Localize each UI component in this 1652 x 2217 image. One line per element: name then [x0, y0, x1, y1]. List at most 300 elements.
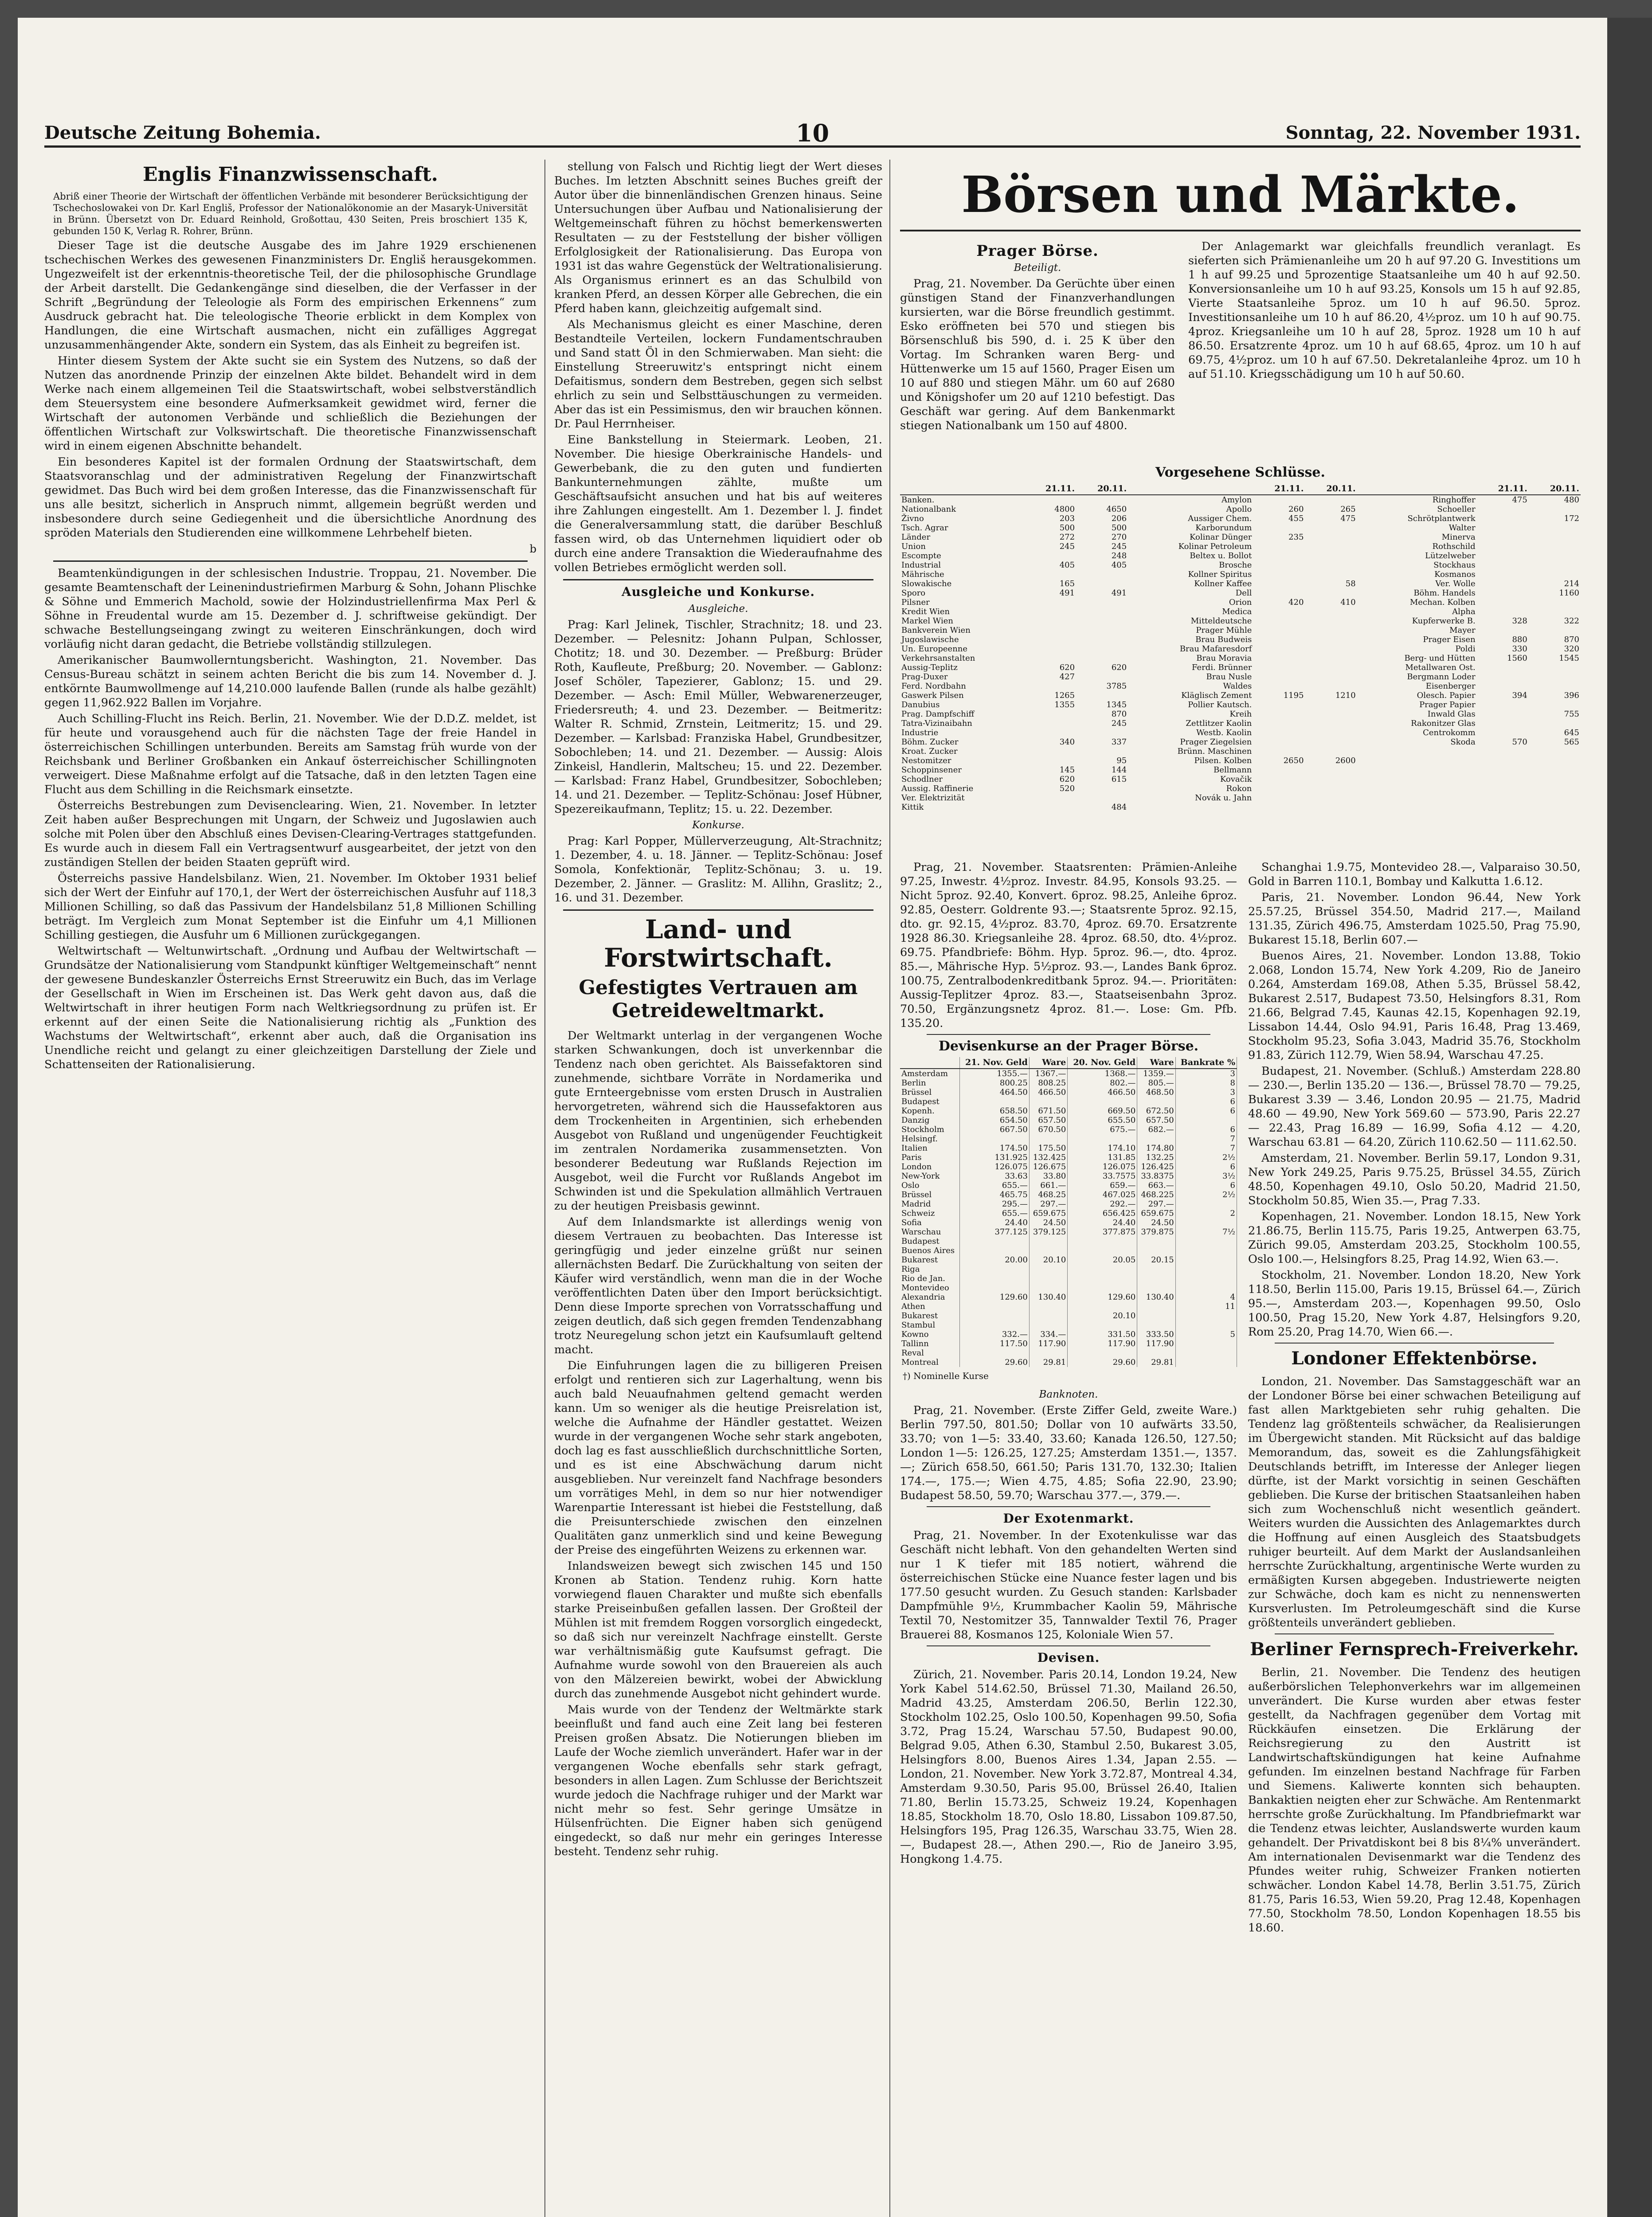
listing-text: Prag: Karl Popper, Müllerverzeugung, Alt-Strachnitz; 1. Dezember, 4. u. 18. Jänner. — Teplitz-Schönau: Josef Somola, Konfektionär, Teplitz-Schönau; 3. u. 19. Dezember, 2. Jänner. — Graslitz: M. Allihn, Graslitz; 2., 16. und 31. Dezember. — [554, 834, 882, 905]
table-cell — [1029, 1283, 1067, 1293]
table-cell: Prager Eisen — [1423, 635, 1476, 644]
column-header — [900, 1057, 959, 1069]
article-paragraph: Ein besonderes Kapitel ist der formalen Ordnung der Staatswirtschaft, dem Staatsvoranschlag und der administrativen Regelung der Finanzwirtschaft gewidmet. Das Buch wird bei dem großen Interesse, das die Finanzwissenschaft für uns alle besitzt, sicherlich in Anspruch nimmt, allgemein begrüßt werden und insbesondere durch seine Gediegenheit und die übersichtliche Anordnung des spröden Materials den Studierenden eine willkommene Lehrbehelf bieten. — [44, 455, 536, 540]
table-cell: Schodlner — [901, 775, 943, 784]
table-cell — [1024, 570, 1076, 579]
table-cell — [959, 1311, 1029, 1320]
table-cell — [1305, 654, 1357, 663]
news-item: Eine Bankstellung in Steiermark. Leoben, 21. November. Die hiesige Oberkrainische Handels- und Gewerbebank, die zu den guten und fundierten Bankunternehmungen zählte, mußte um Geschäftsaufsicht ansuchen und hat bis auf weiteres ihre Zahlungen eingestellt. Am 1. Dezember l. J. findet die Generalversammlung statt, die darüber Beschluß fassen wird, ob das Unternehmen liquidiert oder ob durch eine andere Transaktion die Wiederaufnahme des vollen Betriebes ermöglicht werden soll. — [554, 433, 882, 574]
table-cell: 20.05 — [1068, 1255, 1137, 1265]
table-cell: 491 — [1059, 588, 1075, 598]
table-cell: 480 — [1564, 495, 1579, 505]
table-cell: 6 — [1175, 1125, 1237, 1134]
table-cell: Industrie — [901, 728, 939, 737]
table-row — [900, 1265, 1237, 1274]
table-cell — [1076, 626, 1128, 635]
table-cell: Berlin — [900, 1078, 959, 1088]
table-cell: 2650 — [1283, 756, 1304, 765]
table-cell: Brüssel — [900, 1190, 959, 1199]
table-cell: Schrötplantwerk — [1407, 514, 1476, 523]
table-cell: 129.60 — [1068, 1293, 1137, 1302]
table-cell — [1253, 551, 1305, 560]
table-cell — [1253, 737, 1305, 747]
table-cell: Prager Ziegelsien — [1180, 737, 1252, 747]
table-cell — [1305, 523, 1357, 533]
table-cell: Kopenh. — [900, 1106, 959, 1116]
table-row — [900, 1227, 1237, 1237]
table-cell: 468.50 — [1137, 1088, 1175, 1097]
divider — [563, 579, 873, 580]
table-cell: Mechan. Kolben — [1409, 598, 1476, 607]
table-row — [900, 654, 1581, 663]
table-cell — [1024, 747, 1076, 756]
table-cell — [1477, 598, 1529, 607]
table-cell — [1305, 533, 1357, 542]
table-cell — [1357, 803, 1477, 812]
table-cell — [1477, 728, 1529, 737]
page-number: 10 — [795, 119, 830, 147]
table-cell — [1024, 728, 1076, 737]
table-cell: 620 — [1059, 663, 1075, 672]
table-cell — [1305, 700, 1357, 709]
table-cell: 405 — [1111, 560, 1127, 570]
subsection-heading: Ausgleiche. — [688, 603, 748, 615]
table-cell: 292.— — [1068, 1199, 1137, 1209]
table-cell: 4650 — [1106, 505, 1127, 514]
table-cell — [1024, 709, 1076, 719]
table-cell: Bukarest — [900, 1311, 959, 1320]
table-cell: 682.— — [1137, 1125, 1175, 1134]
table-cell: 1359.— — [1137, 1069, 1175, 1078]
table-cell — [1137, 1302, 1175, 1311]
table-cell — [1137, 1348, 1175, 1358]
table-cell: 800.25 — [959, 1078, 1029, 1088]
article-title: Gefestigtes Vertrauen am Getreideweltmarkt. — [579, 976, 858, 1022]
table-cell: 500 — [1111, 523, 1127, 533]
table-row — [900, 542, 1581, 551]
table-cell: 667.50 — [959, 1125, 1029, 1134]
article-paragraph: Auf dem Inlandsmarkte ist allerdings wenig von diesem Vertrauen zu beobachten. Das Interesse ist geringfügig und jeder einzelne grüßt nur seinen allernächsten Bedarf. Die Zurückhaltung von seiten der Käufer wird verständlich, wenn man die in der Woche veröffentlichten Daten über den Import berücksichtigt. Denn diese Importe sprechen von Vorratsschaffung und zeigen deutlich, daß sich gegen fremden Tendenzabhang trotz Neuregelung schon jetzt ein Kaufsumlauft geltend macht. — [554, 1215, 882, 1356]
table-cell: Dell — [1235, 588, 1252, 598]
table-cell — [1529, 803, 1581, 812]
table-cell: 645 — [1564, 728, 1579, 737]
article-paragraph: Der Weltmarkt unterlag in der vergangenen Woche starken Schwankungen, doch ist unverkennbar die Tendenz nach oben gerichtet. Als Baissefaktoren sind zunehmende, sichtbare Vorräte in Nordamerika und gute Ernteergebnisse vom ersten Drusch in Australien hervorgetreten, während sich die Haussefaktoren aus dem Trockenheiten in Argentinien, sich erhebenden Ausgebot von Rußland und ungenügender Feuchtigkeit im zentralen Nordamerika zusammensetzten. Von besonderer Bedeutung war Rußlands Rejection im Ausgebot, weil die Furcht vor Rußlands Angebot im Schwinden ist und die Spekulation allmählich Vertrauen zu der heutigen Preisbasis gewinnt. — [554, 1029, 882, 1213]
table-cell: Eisenberger — [1425, 682, 1476, 691]
table-cell: Oslo — [900, 1181, 959, 1190]
table-cell — [1529, 533, 1581, 542]
table-row — [900, 588, 1581, 598]
table-cell — [1305, 560, 1357, 570]
table-cell: 20.10 — [1029, 1255, 1067, 1265]
table-cell — [1529, 560, 1581, 570]
table-row — [900, 803, 1581, 812]
table-row — [900, 1190, 1237, 1199]
column-header: 21.11. — [1024, 483, 1076, 495]
table-cell: Mitteldeutsche — [1190, 616, 1252, 626]
market-report: Stockholm, 21. November. London 18.20, New York 118.50, Berlin 115.00, Paris 19.15, Brüssel 64.—, Zürich 95.—, Amsterdam 203.—, Kopenhagen 99.50, Oslo 100.50, Prag 15.20, New York 4.87, Helsingfors 9.20, Rom 25.20, Prag 14.70, Wien 66.—. — [1248, 1269, 1581, 1339]
column-header — [1357, 483, 1477, 495]
table-cell — [1024, 598, 1076, 607]
table-cell: Tsch. Agrar — [901, 523, 948, 533]
table-cell — [1024, 635, 1076, 644]
table-cell: 272 — [1059, 533, 1075, 542]
section-heading: Prager Börse. — [976, 242, 1099, 260]
table-cell: Mayer — [1449, 626, 1476, 635]
table-cell — [1024, 756, 1076, 765]
table-cell: 332.— — [959, 1330, 1029, 1339]
table-cell — [1076, 616, 1128, 626]
table-cell — [1068, 1097, 1137, 1106]
table-cell: 467.025 — [1068, 1190, 1137, 1199]
table-cell: 131.85 — [1068, 1153, 1137, 1162]
article-paragraph: Hinter diesem System der Akte sucht sie ein System des Nutzens, so daß der Nutzen das anordnende Prinzip der einzelnen Akte bildet. Behandelt wird in dem Werke nach einem allgemeinen Teil die Staatswirtschaft, wobei selbstverständlich dem Steuersystem eine besondere Aufmerksamkeit gewidmet wird, ferner die Wirtschaft der autonomen Verbände und schließlich die Beziehungen der öffentlichen Wirtschaft zur Volkswirtschaft. Die theoretische Finanzwissenschaft wird in einem eigenen Abschnitte behandelt. — [44, 354, 536, 453]
table-cell — [1357, 756, 1477, 765]
table-cell: 245 — [1111, 719, 1127, 728]
table-cell: 24.50 — [1137, 1218, 1175, 1227]
table-cell: 669.50 — [1068, 1106, 1137, 1116]
table-cell — [959, 1348, 1029, 1358]
table-cell: 2 — [1175, 1209, 1237, 1218]
table-cell — [1357, 765, 1477, 775]
column-3c — [900, 860, 1237, 2217]
table-cell: 377.875 — [1068, 1227, 1137, 1237]
table-cell — [1477, 700, 1529, 709]
table-cell: 1368.— — [1068, 1069, 1137, 1078]
listing-text: Prag: Karl Jelinek, Tischler, Strachnitz; 18. und 23. Dezember. — Pelesnitz: Johann Pulpan, Schlosser, Chotitz; 18. und 30. Dezember. — Preßburg: Brüder Roth, Kaufleute, Preßburg; 20. November. — Gablonz: Josef Schöler, Tapezierer, Gablonz; 15. und 29. Dezember. — Asch: Emil Müller, Webwarenerzeuger, Friedersreuth; 4. und 23. Dezember. — Beitmeritz: Walter R. Schmid, Zrnstein, Leitmeritz; 15. und 29. Dezember. — Karlsbad: Franziska Habel, Grundbesitzer, Sobochleben; 14. und 21. Dezember. — Aussig: Alois Zinkeisl, Handlerin, Maltscheu; 15. und 22. Dezember. — Karlsbad: Franz Habel, Grundbesitzer, Sobochleben; 14. und 21. Dezember. — Teplitz-Schönau: Josef Hübner, Spezereikaufmann, Teplitz; 15. u. 22. Dezember. — [554, 618, 882, 816]
table-cell: Medica — [1222, 607, 1252, 616]
column-2 — [554, 160, 882, 2217]
table-cell: 657.50 — [1029, 1116, 1067, 1125]
table-cell — [1305, 765, 1357, 775]
table-cell: Brosche — [1219, 560, 1252, 570]
table-cell — [1305, 719, 1357, 728]
table-row — [900, 1237, 1237, 1246]
table-cell: Kupferwerke B. — [1412, 616, 1476, 626]
table-cell — [1305, 775, 1357, 784]
table-cell: 500 — [1059, 523, 1075, 533]
table-row — [900, 737, 1581, 747]
table-cell: Länder — [901, 533, 931, 542]
table-row — [900, 1069, 1237, 1078]
table-cell — [1068, 1237, 1137, 1246]
table-cell: Waldes — [1223, 682, 1252, 691]
table-cell: Riga — [900, 1265, 959, 1274]
table-cell: Kovačik — [1220, 775, 1252, 784]
column-header: 21. Nov. Geld — [959, 1057, 1029, 1069]
table-cell — [1305, 588, 1357, 598]
table-cell: 126.075 — [959, 1162, 1029, 1171]
table-cell — [1024, 719, 1076, 728]
table-cell — [959, 1302, 1029, 1311]
table-cell: 29.60 — [1068, 1358, 1137, 1367]
table-cell: Prager Papier — [1419, 700, 1476, 709]
table-row — [900, 756, 1581, 765]
table-row — [900, 775, 1581, 784]
table-cell: 174.10 — [1068, 1144, 1137, 1153]
table-cell: Apollo — [1226, 505, 1252, 514]
table-row — [900, 747, 1581, 756]
table-cell — [1253, 747, 1305, 756]
table-cell: 265 — [1340, 505, 1356, 514]
table-cell — [1024, 626, 1076, 635]
table-row — [900, 1097, 1237, 1106]
table-cell: 805.— — [1137, 1078, 1175, 1088]
table-cell — [1357, 775, 1477, 784]
table-cell: 7½ — [1175, 1227, 1237, 1237]
table-cell — [1529, 756, 1581, 765]
table-cell — [1029, 1348, 1067, 1358]
table-cell: 5 — [1175, 1330, 1237, 1339]
table-cell — [1076, 691, 1128, 700]
section-heading: Londoner Effektenbörse. — [1291, 1348, 1538, 1369]
table-cell — [1305, 682, 1357, 691]
table-row — [900, 598, 1581, 607]
table-cell: 144 — [1111, 765, 1127, 775]
table-cell: Prager Mühle — [1196, 626, 1252, 635]
divider — [1275, 1343, 1554, 1344]
table-cell: 1265 — [1054, 691, 1075, 700]
table-cell: 659.675 — [1137, 1209, 1175, 1218]
table-row — [900, 560, 1581, 570]
table-cell — [1175, 1348, 1237, 1358]
table-cell — [1477, 784, 1529, 793]
table-cell — [1477, 560, 1529, 570]
scan-background — [1607, 18, 1652, 2217]
table-cell: Alexandria — [900, 1293, 959, 1302]
table-cell: Madrid — [900, 1199, 959, 1209]
section-heading: Der Exotenmarkt. — [1003, 1511, 1134, 1526]
table-cell: Kreih — [1229, 709, 1252, 719]
table-cell: 671.50 — [1029, 1106, 1067, 1116]
table-cell — [1253, 542, 1305, 551]
table-row — [900, 1125, 1237, 1134]
table-cell: 320 — [1564, 644, 1579, 654]
table-cell — [1253, 635, 1305, 644]
table-cell: 468.25 — [1029, 1190, 1067, 1199]
table-cell: 410 — [1340, 598, 1356, 607]
table-row — [900, 616, 1581, 626]
table-cell — [1137, 1283, 1175, 1293]
table-cell — [1029, 1311, 1067, 1320]
table-cell: 755 — [1564, 709, 1579, 719]
table-cell: 491 — [1111, 588, 1127, 598]
table-cell — [1529, 663, 1581, 672]
table-cell: 7 — [1175, 1144, 1237, 1153]
market-report: London, 21. November. Das Samstaggeschäft war an der Londoner Börse bei einer schwachen Beteiligung auf fast allen Marktgebieten sehr ruhig gehalten. Die Tendenz lag größtenteils schwächer, da Realisierungen im Übergewicht standen. Mit Rücksicht auf das baldige Memorandum, das, soweit es die Zahlungsfähigkeit Deutschlands betrifft, im Interesse der Anleger liegen dürfte, ist der Markt vorsichtig in seinen Geschäften geblieben. Die Kurse der britischen Staatsanleihen haben sich zum Wochenschluß nicht wesentlich geändert. Weiters wurden die Aussichten des Anlagemarktes durch die Hoffnung auf einen Ausgleich des Staatsbudgets ruhiger beurteilt. Auf dem Markt der Auslandsanleihen herrschte Zurückhaltung, argentinische Werte wurden zu ermäßigten Kursen abgegeben. Industriewerte neigten zur Schwäche, doch kam es nicht zu nennenswerten Kursverlusten. Im Petroleumgeschäft sind die Kurse größtenteils unverändert geblieben. — [1248, 1375, 1581, 1629]
column-header: 21.11. — [1477, 483, 1529, 495]
table-cell: 2600 — [1335, 756, 1356, 765]
table-cell — [1175, 1274, 1237, 1283]
table-cell: 117.90 — [1029, 1339, 1067, 1348]
news-item: Österreichs Bestrebungen zum Devisenclearing. Wien, 21. November. In letzter Zeit haben außer Besprechungen mit Ungarn, der Schweiz und Jugoslawien auch solche mit Polen über den Abschluß eines Devisen-Clearing-Vertrages stattgefunden. Es wurde auch in diesem Fall ein Vertragsentwurf ausgearbeitet, der jetzt von den zuständigen Stellen der beiden Staaten geprüft wird. — [44, 799, 536, 869]
divider — [927, 1506, 1210, 1507]
table-cell: 175.50 — [1029, 1144, 1067, 1153]
table-cell: 484 — [1111, 803, 1127, 812]
table-row — [900, 514, 1581, 523]
table-cell: 655.50 — [1068, 1116, 1137, 1125]
table-cell: Stockhaus — [1433, 560, 1476, 570]
market-report: Prag, 21. November. In der Exotenkulisse war das Geschäft nicht lebhaft. Von den gehandelten Werten sind nur 1 K tiefer mit 185 notiert, während die österreichischen Stücke eine Nuance fester lagen und bis 177.50 gesucht wurden. Zu Gesuch standen: Karlsbader Dampfmühle 9½, Krummbacher Kaolin 59, Mährische Textil 70, Nestomitzer 35, Tannwalder Textil 76, Prager Brauerei 88, Kosmanos 125, Koloniale Wien 57. — [900, 1529, 1237, 1641]
table-row — [900, 672, 1581, 682]
table-cell: Schoeller — [1437, 505, 1476, 514]
table-cell: 3 — [1175, 1088, 1237, 1097]
table-cell: 2½ — [1175, 1190, 1237, 1199]
table-cell — [959, 1274, 1029, 1283]
table-cell: 7 — [1175, 1134, 1237, 1144]
table-cell: 1345 — [1106, 700, 1127, 709]
table-row — [900, 635, 1581, 644]
table-cell — [1305, 663, 1357, 672]
table-cell — [1253, 803, 1305, 812]
table-cell: 322 — [1564, 616, 1579, 626]
table-cell — [1529, 793, 1581, 803]
table-cell: Walter — [1448, 523, 1476, 533]
table-cell — [1529, 775, 1581, 784]
table-cell — [1253, 719, 1305, 728]
table-title: Vorgesehene Schlüsse. — [1155, 465, 1325, 480]
table-cell — [1024, 607, 1076, 616]
table-row — [900, 1144, 1237, 1153]
table-row — [900, 700, 1581, 709]
table-cell: Reval — [900, 1348, 959, 1358]
table-cell: 870 — [1564, 635, 1579, 644]
table-cell — [1024, 495, 1076, 505]
table-cell — [1253, 626, 1305, 635]
table-row — [900, 719, 1581, 728]
table-cell: 6 — [1175, 1106, 1237, 1116]
table-cell: 126.425 — [1137, 1162, 1175, 1171]
table-cell: Kowno — [900, 1330, 959, 1339]
table-cell: Union — [901, 542, 926, 551]
table-cell: 6 — [1175, 1162, 1237, 1171]
table-cell: 132.25 — [1137, 1153, 1175, 1162]
table-cell — [1175, 1311, 1237, 1320]
table-row — [900, 523, 1581, 533]
table-cell: 379.125 — [1029, 1227, 1067, 1237]
table-cell: 570 — [1512, 737, 1527, 747]
column-header: 20. Nov. Geld — [1068, 1057, 1137, 1069]
article-paragraph: Die Einfuhrungen lagen die zu billigeren Preisen erfolgt und rentieren sich zur Lagerhaltung, wenn bis auch bald Neuaufnahmen geltend gemacht werden kann. Um so weniger als die heutige Preisrelation ist, welche die Aufnahme der Händler gestattet. Weizen wurde in der vergangenen Woche sehr stark angeboten, doch lag es fast ausschließlich durchschnittliche Sorten, und es ist eine Abschwächung darum nicht ausgeblieben. Nur vereinzelt fand Nachfrage besonders um vorrätiges Mehl, in dem so nur hier notwendiger Warenpartie Interessant ist hiebei die Feststellung, daß die Preisunterschiede zwischen den einzelnen Qualitäten ganz unmerklich sind und keine Bewegung der Preise des eingeführten Weizens zu erkennen war. — [554, 1359, 882, 1557]
table-cell — [1253, 765, 1305, 775]
table-cell: 420 — [1288, 598, 1304, 607]
table-cell: Karborundum — [1195, 523, 1252, 533]
table-cell: 466.50 — [1068, 1088, 1137, 1097]
table-cell: Brau Moravia — [1196, 654, 1252, 663]
table-cell: 377.125 — [959, 1227, 1029, 1237]
table-cell: Živno — [901, 514, 924, 523]
table-row — [900, 1358, 1237, 1367]
table-cell — [1076, 579, 1128, 588]
table-row — [900, 505, 1581, 514]
table-cell: 565 — [1564, 737, 1579, 747]
table-cell: Brau Mafaresdorf — [1179, 644, 1252, 654]
table-cell: 165 — [1059, 579, 1075, 588]
table-row — [900, 765, 1581, 775]
table-cell: 20.10 — [1068, 1311, 1137, 1320]
table-cell: 620 — [1059, 775, 1075, 784]
column-header — [900, 483, 1024, 495]
market-report: Buenos Aires, 21. November. London 13.88, Tokio 2.068, London 15.74, New York 4.209, Rio de Janeiro 0.264, Amsterdam 169.08, Athen 5.35, Brüssel 58.42, Bukarest 2.517, Budapest 73.50, Helsingfors 8.31, Rom 21.66, Belgrad 7.45, Kaunas 42.15, Kopenhagen 92.19, Lissabon 14.44, Oslo 94.91, Paris 16.48, Prag 13.469, Stockholm 95.23, Sofia 3.043, Madrid 35.76, Stockholm 91.83, Zürich 112.79, Wien 58.94, Warschau 47.25. — [1248, 949, 1581, 1062]
table-cell: 654.50 — [959, 1116, 1029, 1125]
table-cell: 29.60 — [959, 1358, 1029, 1367]
table-cell — [1253, 607, 1305, 616]
table-row — [900, 1171, 1237, 1181]
table-row — [900, 570, 1581, 579]
table-cell: 1210 — [1335, 691, 1356, 700]
column-3a — [900, 239, 1175, 435]
table-cell — [1029, 1265, 1067, 1274]
closing-prices-panel — [900, 461, 1581, 851]
table-cell — [1305, 626, 1357, 635]
table-cell: 1195 — [1283, 691, 1304, 700]
table-cell: 1367.— — [1029, 1069, 1067, 1078]
table-cell — [1175, 1199, 1237, 1209]
table-cell: Rothschild — [1432, 542, 1476, 551]
table-cell: Danubius — [901, 700, 940, 709]
table-cell: 672.50 — [1137, 1106, 1175, 1116]
table-cell: 174.50 — [959, 1144, 1029, 1153]
table-cell: Mährische — [901, 570, 944, 579]
table-row — [900, 1162, 1237, 1171]
table-cell: 405 — [1059, 560, 1075, 570]
table-row — [900, 1274, 1237, 1283]
table-footnote: †) Nominelle Kurse — [903, 1371, 989, 1381]
table-cell: 126.075 — [1068, 1162, 1137, 1171]
table-cell — [1024, 616, 1076, 626]
table-cell — [959, 1265, 1029, 1274]
table-cell: 29.81 — [1029, 1358, 1067, 1367]
table-cell — [1477, 682, 1529, 691]
table-cell — [1529, 700, 1581, 709]
table-cell — [1477, 551, 1529, 560]
subsection-heading: Konkurse. — [692, 819, 744, 831]
table-cell: Rokon — [1226, 784, 1252, 793]
table-cell: 1355.— — [959, 1069, 1029, 1078]
table-cell — [1253, 644, 1305, 654]
table-cell — [1253, 775, 1305, 784]
table-cell: 24.40 — [959, 1218, 1029, 1227]
table-cell: Poldi — [1455, 644, 1476, 654]
table-cell: 117.90 — [1137, 1339, 1175, 1348]
table-cell: 24.40 — [1068, 1218, 1137, 1227]
table-cell: Sporo — [901, 588, 926, 598]
table-cell: Nationalbank — [901, 505, 956, 514]
table-cell: 396 — [1564, 691, 1579, 700]
table-cell: 670.50 — [1029, 1125, 1067, 1134]
column-header: Ware — [1137, 1057, 1175, 1069]
market-report: Berlin, 21. November. Die Tendenz des heutigen außerbörslichen Telephonverkehrs war im allgemeinen unverändert. Die Kurse wurden aber etwas fester gestellt, da Nachfragen gegenüber dem Vortag mit Rückkäufen einsetzen. Die Erklärung der Reichsregierung zu den Austritt ist Landwirtschaftskündigungen hat keine Aufnahme gefunden. Im einzelnen bestand Nachfrage für Farben und Siemens. Kaliwerte konnten sich behaupten. Bankaktien neigten eher zur Schwäche. Am Rentenmarkt herrschte große Zurückhaltung. Im Pfandbriefmarkt war die Tendenz etwas leichter, Auslandswerte wurden kaum gehandelt. Der Privatdiskont bei 8 bis 8¼% unverändert. Am internationalen Devisenmarkt war die Tendenz des Pfundes weiter ruhig, Schweizer Franken notierten schwächer. London Kabel 14.78, Berlin 3.51.75, Zürich 81.75, Paris 16.53, Wien 59.20, Prag 12.48, Kopenhagen 77.50, Stockholm 78.50, London Kopenhagen 18.55 bis 18.60. — [1248, 1666, 1581, 1935]
table-cell: Kredit Wien — [901, 607, 950, 616]
table-cell: Sofia — [900, 1218, 959, 1227]
table-cell: 4 — [1175, 1293, 1237, 1302]
table-cell — [1175, 1116, 1237, 1125]
table-cell: Berg- und Hütten — [1404, 654, 1476, 663]
divider — [927, 1645, 1210, 1646]
table-row — [900, 1153, 1237, 1162]
table-cell — [1529, 672, 1581, 682]
table-cell — [1305, 784, 1357, 793]
table-cell: Zettlitzer Kaolin — [1186, 719, 1252, 728]
table-cell: Schweiz — [900, 1209, 959, 1218]
table-cell: Montevideo — [900, 1283, 959, 1293]
table-cell: 615 — [1111, 775, 1127, 784]
table-cell: Prag-Duxer — [901, 672, 948, 682]
currency-rates-table — [900, 1057, 1237, 1367]
table-cell — [1305, 728, 1357, 737]
table-cell: 330 — [1512, 644, 1527, 654]
table-cell: Tallinn — [900, 1339, 959, 1348]
table-row — [900, 1078, 1237, 1088]
